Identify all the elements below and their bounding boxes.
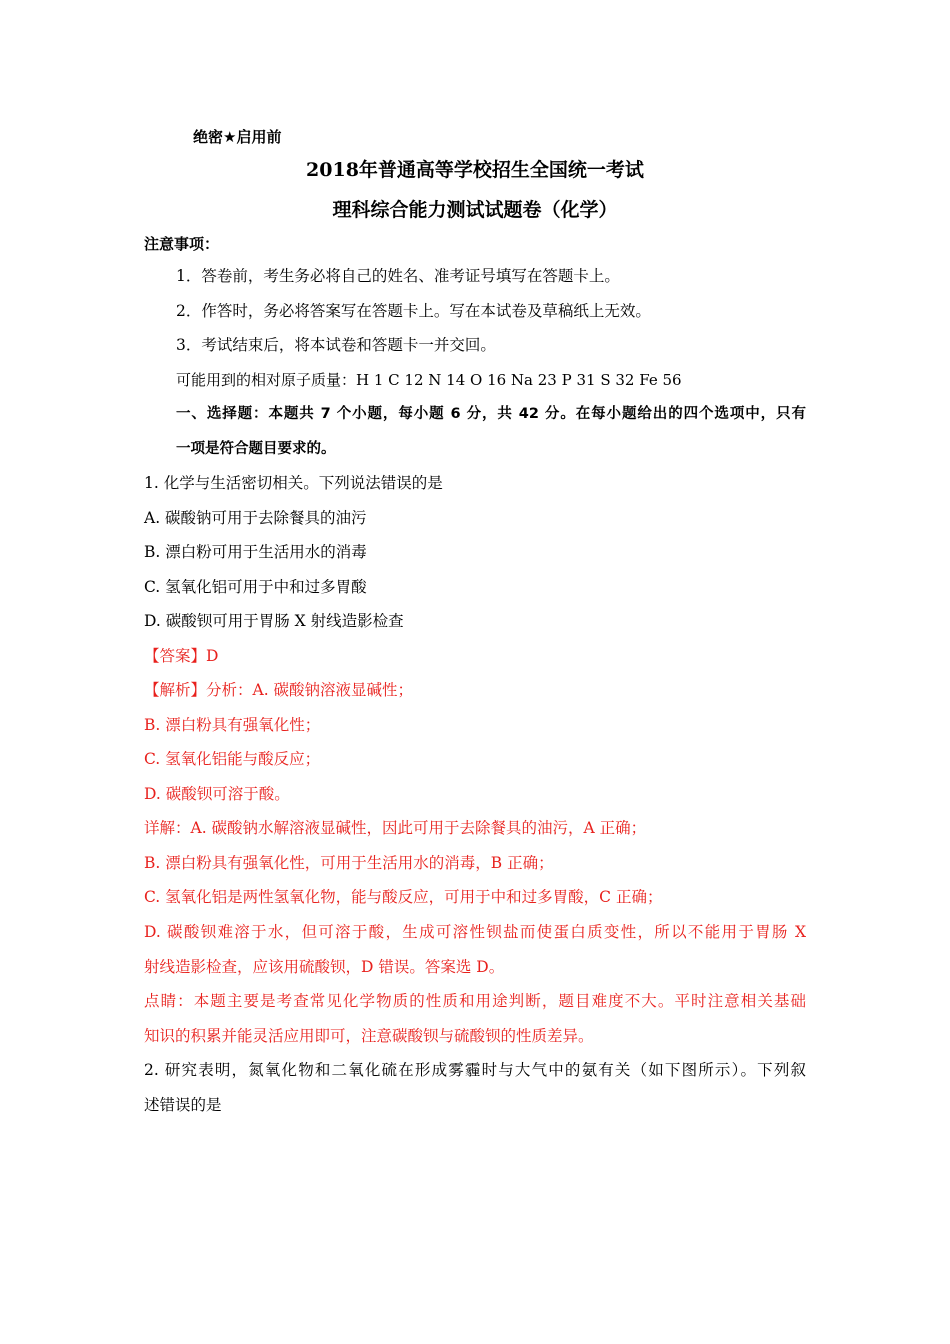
section-heading-line-2: 一项是符合题目要求的。	[176, 441, 336, 457]
q1-detail-d-line-1: D. 碳酸钡难溶于水，但可溶于酸，生成可溶性钡盐而使蛋白质变性，所以不能用于胃肠 X	[144, 923, 806, 941]
q1-analysis-3: C. 氢氧化铝能与酸反应；	[144, 750, 321, 768]
atomic-masses: 可能用到的相对原子质量：H 1 C 12 N 14 O 16 Na 23 P 31 S 32 Fe 56	[176, 371, 682, 389]
notice-item-3: 3．考试结束后，将本试卷和答题卡一并交回。	[176, 336, 496, 354]
q1-analysis-4: D. 碳酸钡可溶于酸。	[144, 785, 290, 803]
q2-stem-line-1: 2. 研究表明，氮氧化物和二氧化硫在形成雾霾时与大气中的氨有关（如下图所示）。下列叙	[144, 1061, 806, 1079]
q1-option-a: A. 碳酸钠可用于去除餐具的油污	[144, 509, 367, 527]
notice-heading: 注意事项：	[144, 235, 220, 253]
q1-detail-d-line-2: 射线造影检查，应该用硫酸钡，D 错误。答案选 D。	[144, 958, 505, 976]
q1-detail-b: B. 漂白粉具有强氧化性，可用于生活用水的消毒，B 正确；	[144, 854, 554, 872]
exam-subtitle: 理科综合能力测试试题卷（化学）	[332, 199, 618, 221]
q1-analysis-2: B. 漂白粉具有强氧化性；	[144, 716, 321, 734]
q2-stem-line-2: 述错误的是	[144, 1096, 222, 1114]
q1-comment-line-1: 点睛：本题主要是考查常见化学物质的性质和用途判断，题目难度不大。平时注意相关基础	[144, 992, 806, 1010]
q1-stem: 1. 化学与生活密切相关。下列说法错误的是	[144, 474, 443, 492]
notice-item-1: 1．答卷前，考生务必将自己的姓名、准考证号填写在答题卡上。	[176, 267, 620, 285]
q1-answer: 【答案】D	[144, 647, 219, 665]
q1-option-d: D. 碳酸钡可用于胃肠 X 射线造影检查	[144, 612, 404, 630]
section-heading-line-1: 一、选择题：本题共 7 个小题，每小题 6 分，共 42 分。在每小题给出的四个选项中，只有	[176, 406, 806, 422]
q1-detail-a: 详解：A. 碳酸钠水解溶液显碱性，因此可用于去除餐具的油污，A 正确；	[144, 819, 647, 837]
q1-analysis-1: 【解析】分析：A. 碳酸钠溶液显碱性；	[144, 681, 414, 699]
confidential-label: 绝密★启用前	[193, 128, 282, 146]
exam-title: 2018年普通高等学校招生全国统一考试	[306, 159, 644, 181]
q1-comment-line-2: 知识的积累并能灵活应用即可，注意碳酸钡与硫酸钡的性质差异。	[144, 1027, 594, 1045]
q1-option-b: B. 漂白粉可用于生活用水的消毒	[144, 543, 367, 561]
q1-detail-c: C. 氢氧化铝是两性氢氧化物，能与酸反应，可用于中和过多胃酸，C 正确；	[144, 888, 663, 906]
notice-item-2: 2．作答时，务必将答案写在答题卡上。写在本试卷及草稿纸上无效。	[176, 302, 651, 320]
q1-option-c: C. 氢氧化铝可用于中和过多胃酸	[144, 578, 367, 596]
